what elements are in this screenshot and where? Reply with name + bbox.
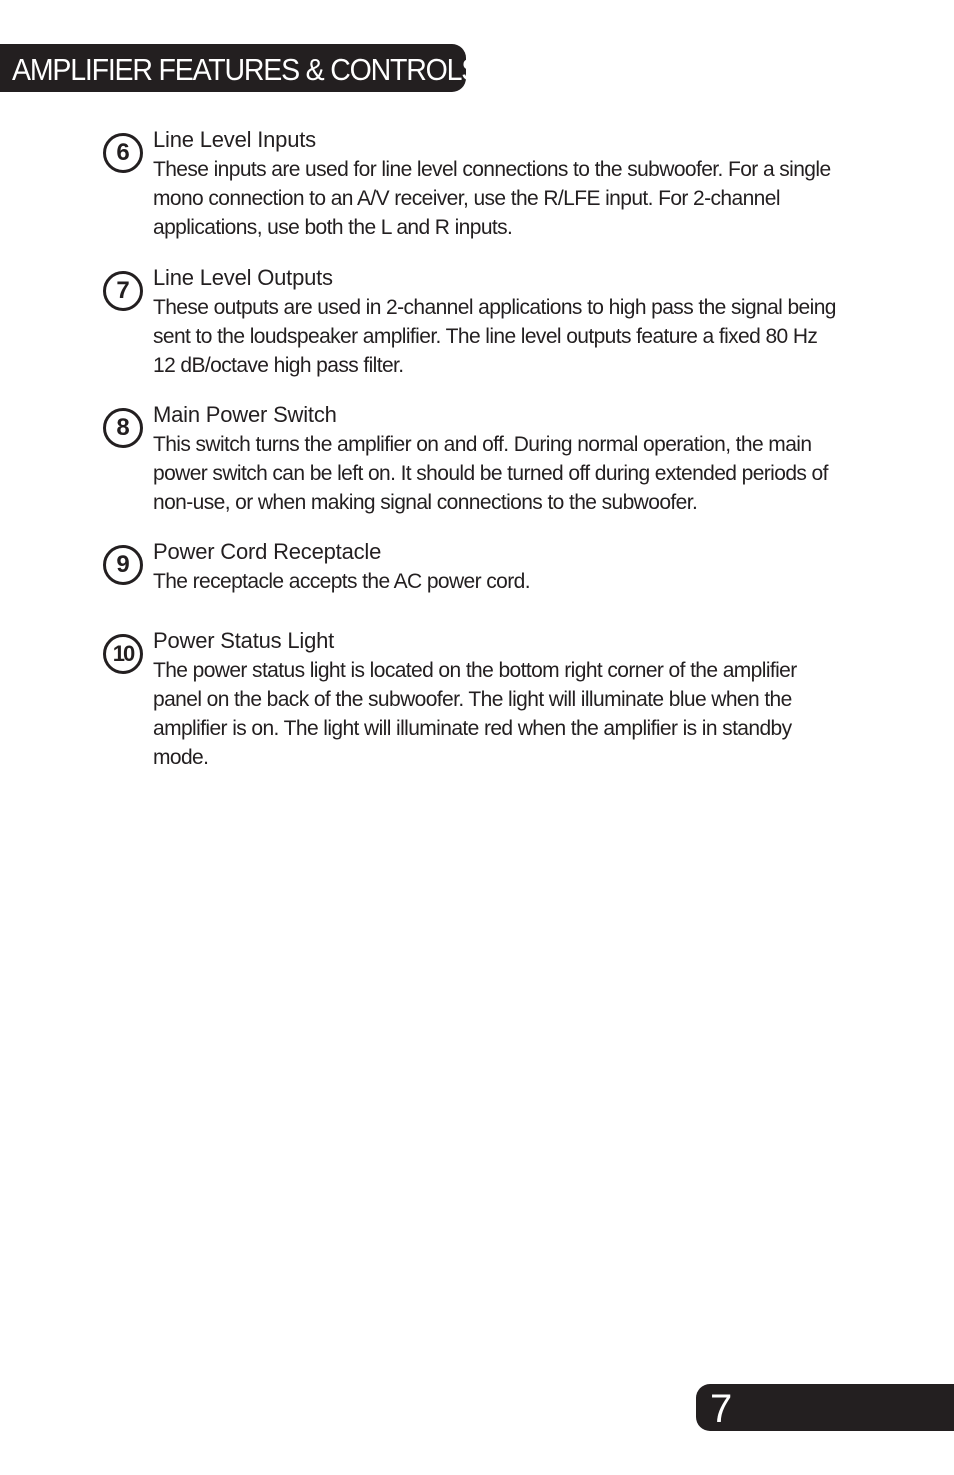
description-line: sent to the loudspeaker amplifier. The line level outputs feature a fixed 80 Hz — [153, 325, 818, 348]
description-line: mono connection to an A/V receiver, use the R/LFE input. For 2-channel — [153, 187, 780, 210]
item-description — [153, 155, 853, 242]
description-line: These outputs are used in 2-channel applications to high pass the signal being — [153, 296, 836, 319]
page-number: 7 — [710, 1386, 733, 1431]
item-number-badge: 7 — [103, 271, 143, 311]
section-title: AMPLIFIER FEATURES & CONTROLS — [12, 51, 480, 87]
description-line: 12 dB/octave high pass filter. — [153, 354, 404, 377]
section-header-bar — [0, 44, 480, 92]
item-title: Main Power Switch — [153, 402, 337, 427]
item-number-badge: 9 — [103, 545, 143, 585]
description-line: This switch turns the amplifier on and off. During normal operation, the main — [153, 433, 812, 456]
item-description — [153, 656, 853, 772]
description-line: panel on the back of the subwoofer. The light will illuminate blue when the — [153, 688, 792, 711]
item-title: Power Status Light — [153, 628, 335, 653]
description-line: The receptacle accepts the AC power cord. — [153, 570, 530, 593]
description-line: power switch can be left on. It should be turned off during extended periods of — [153, 462, 828, 485]
item-number-badge: 10 — [103, 634, 143, 674]
description-line: non-use, or when making signal connections to the subwoofer. — [153, 491, 698, 514]
item-title: Line Level Inputs — [153, 127, 316, 152]
item-description — [153, 293, 853, 380]
item-number-badge: 8 — [103, 408, 143, 448]
item-number-badge: 6 — [103, 133, 143, 173]
item-title: Line Level Outputs — [153, 265, 333, 290]
description-line: applications, use both the L and R inputs. — [153, 216, 513, 239]
item-description — [153, 430, 853, 517]
description-line: These inputs are used for line level connections to the subwoofer. For a single — [153, 158, 831, 181]
description-line: mode. — [153, 746, 209, 769]
item-description — [153, 567, 853, 596]
description-line: amplifier is on. The light will illuminate red when the amplifier is in standby — [153, 717, 792, 740]
description-line: The power status light is located on the bottom right corner of the amplifier — [153, 659, 797, 682]
item-title: Power Cord Receptacle — [153, 539, 382, 564]
page-number-tab — [696, 1384, 954, 1431]
